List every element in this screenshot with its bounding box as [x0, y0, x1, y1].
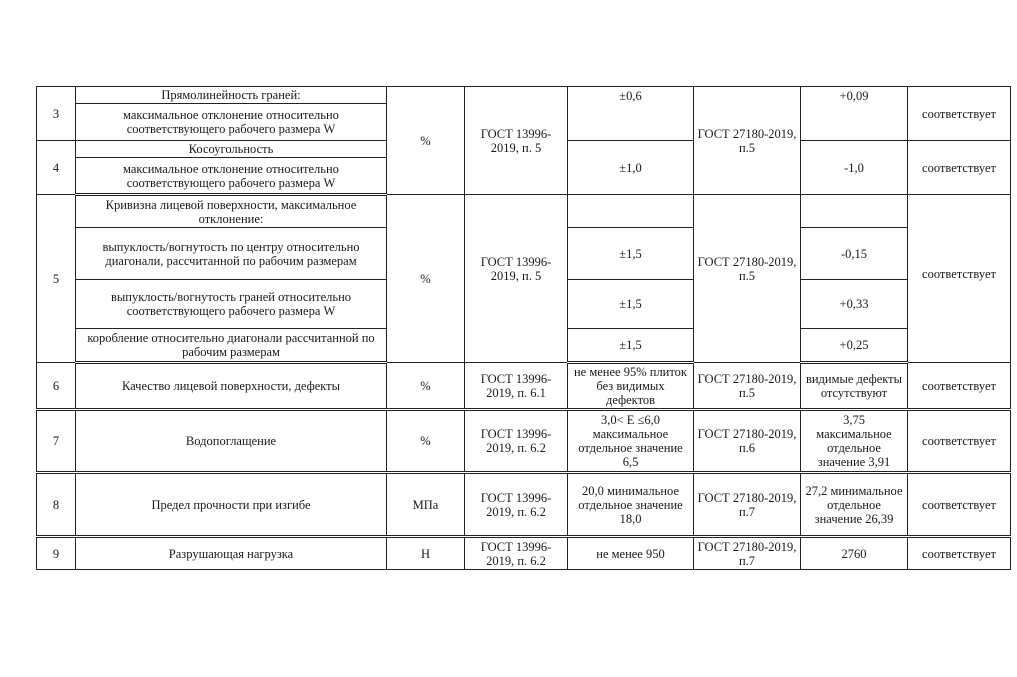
actual-cell-empty [801, 195, 908, 228]
test-method-cell: ГОСТ 27180-2019, п.5 [694, 195, 801, 363]
table-row [37, 473, 1011, 537]
test-method-cell: ГОСТ 27180-2019, п.5 [694, 363, 801, 410]
table-row [37, 87, 1011, 104]
conclusion-cell: соответствует [908, 87, 1011, 141]
method-cell: ГОСТ 13996-2019, п. 6.2 [465, 473, 568, 537]
row-number: 6 [37, 363, 76, 410]
norm-cell: ±1,5 [568, 329, 694, 363]
actual-cell: 3,75 максимальное отдельное значение 3,91 [801, 410, 908, 473]
actual-cell: 27,2 минимальное отдельное значение 26,39 [801, 473, 908, 537]
actual-cell: -1,0 [801, 141, 908, 195]
table-row [37, 363, 1011, 410]
unit-cell: % [387, 87, 465, 195]
test-method-cell: ГОСТ 27180-2019, п.7 [694, 537, 801, 570]
norm-cell: не менее 95% плиток без видимых дефектов [568, 363, 694, 410]
method-cell: ГОСТ 13996-2019, п. 5 [465, 195, 568, 363]
method-cell: ГОСТ 13996-2019, п. 6.2 [465, 537, 568, 570]
actual-cell: -0,15 [801, 228, 908, 280]
row-number: 9 [37, 537, 76, 570]
parameter-title: Прямолинейность граней: [76, 87, 387, 104]
row-number: 4 [37, 141, 76, 195]
row-number: 8 [37, 473, 76, 537]
parameter-subtext: максимальное отклонение относительно соответствующего рабочего размера W [76, 158, 387, 195]
sub-parameter: выпуклость/вогнутость граней относительно соответствующего рабочего размера W [76, 280, 387, 329]
conclusion-cell: соответствует [908, 141, 1011, 195]
norm-cell: не менее 950 [568, 537, 694, 570]
test-results-table [36, 86, 1011, 570]
parameter-name: Предел прочности при изгибе [76, 473, 387, 537]
sub-parameter: выпуклость/вогнутость по центру относительно диагонали, рассчитанной по рабочим размерам [76, 228, 387, 280]
method-cell: ГОСТ 13996-2019, п. 6.1 [465, 363, 568, 410]
parameter-name: Качество лицевой поверхности, дефекты [76, 363, 387, 410]
conclusion-cell: соответствует [908, 473, 1011, 537]
conclusion-cell: соответствует [908, 195, 1011, 363]
row-number: 7 [37, 410, 76, 473]
norm-cell: 20,0 минимальное отдельное значение 18,0 [568, 473, 694, 537]
actual-cell: +0,33 [801, 280, 908, 329]
unit-cell: % [387, 363, 465, 410]
test-method-cell: ГОСТ 27180-2019, п.6 [694, 410, 801, 473]
actual-cell: видимые дефекты отсутствуют [801, 363, 908, 410]
parameter-title: Косоугольность [76, 141, 387, 158]
parameter-subtext: максимальное отклонение относительно соответствующего рабочего размера W [76, 104, 387, 141]
row-number: 3 [37, 87, 76, 141]
test-method-cell: ГОСТ 27180-2019, п.5 [694, 87, 801, 195]
norm-cell: ±1,5 [568, 280, 694, 329]
unit-cell: МПа [387, 473, 465, 537]
unit-cell: % [387, 410, 465, 473]
parameter-name: Водопоглащение [76, 410, 387, 473]
row-number: 5 [37, 195, 76, 363]
norm-cell-empty [568, 195, 694, 228]
conclusion-cell: соответствует [908, 363, 1011, 410]
actual-cell: +0,25 [801, 329, 908, 363]
norm-cell: ±0,6 [568, 87, 694, 141]
parameter-title: Кривизна лицевой поверхности, максимальное отклонение: [76, 195, 387, 228]
parameter-name: Разрушающая нагрузка [76, 537, 387, 570]
conclusion-cell: соответствует [908, 410, 1011, 473]
method-cell: ГОСТ 13996-2019, п. 5 [465, 87, 568, 195]
unit-cell: % [387, 195, 465, 363]
table-row [37, 410, 1011, 473]
unit-cell: Н [387, 537, 465, 570]
actual-cell: 2760 [801, 537, 908, 570]
norm-cell: ±1,0 [568, 141, 694, 195]
test-method-cell: ГОСТ 27180-2019, п.7 [694, 473, 801, 537]
norm-cell: ±1,5 [568, 228, 694, 280]
conclusion-cell: соответствует [908, 537, 1011, 570]
table-row [37, 195, 1011, 228]
method-cell: ГОСТ 13996-2019, п. 6.2 [465, 410, 568, 473]
table-row [37, 537, 1011, 570]
norm-cell: 3,0< Е ≤6,0 максимальное отдельное значение 6,5 [568, 410, 694, 473]
actual-cell: +0,09 [801, 87, 908, 141]
sub-parameter: коробление относительно диагонали рассчитанной по рабочим размерам [76, 329, 387, 363]
